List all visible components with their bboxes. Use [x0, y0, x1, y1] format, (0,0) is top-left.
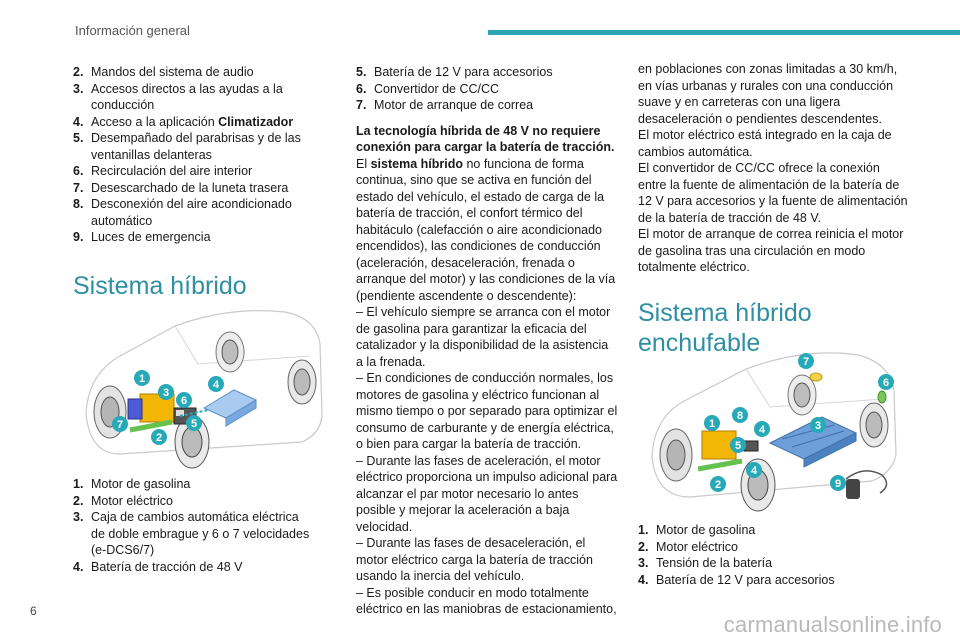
- svg-text:5: 5: [190, 418, 198, 430]
- controls-list: [73, 64, 313, 246]
- column-2: [356, 64, 618, 618]
- svg-text:7: 7: [802, 356, 810, 368]
- list-item: 4. Acceso a la aplicación Climatizador: [73, 114, 294, 129]
- list-item: 9. Luces de emergencia: [73, 230, 211, 244]
- hybrid-components-list: [73, 476, 313, 575]
- list-item: 5. Desempañado del parabrisas y de las ventanillas delanteras: [73, 131, 301, 162]
- svg-text:4: 4: [758, 424, 766, 436]
- svg-text:7: 7: [116, 419, 124, 431]
- plugin-components-list: [638, 522, 910, 588]
- list-item: 4. Batería de tracción de 48 V: [73, 559, 243, 574]
- paragraph: El motor eléctrico está integrado en la caja de cambios automática.: [638, 128, 892, 159]
- svg-text:1: 1: [138, 373, 146, 385]
- paragraph: en poblaciones con zonas limitadas a 30 km/h, en vías urbanas y rurales con una conducción suave y en carreteras con una ligera desaceleración o pendientes descendentes.: [638, 62, 898, 126]
- svg-text:3: 3: [814, 420, 822, 432]
- hybrid-system-diagram: [80, 304, 328, 472]
- dash-item: – Es posible conducir en modo totalmente eléctrico en las maniobras de estacionamiento,: [356, 585, 617, 616]
- svg-text:9: 9: [834, 478, 842, 490]
- svg-text:1: 1: [708, 418, 716, 430]
- list-item: 3. Accesos directos a las ayudas a la conducción: [73, 81, 283, 112]
- header-accent-rule: [488, 30, 960, 35]
- paragraph: El motor de arranque de correa reinicia el motor de gasolina tras una circulación en modo totalmente eléctrico.: [638, 227, 904, 274]
- column-3-bottom: [638, 522, 910, 588]
- svg-text:3: 3: [162, 387, 170, 399]
- paragraph: El convertidor de CC/CC ofrece la conexión entre la fuente de alimentación de la batería de 12 V para accesorios y la fuente de alimentación de la batería de tracción de 48 V.: [638, 161, 908, 225]
- list-item: 3. Caja de cambios automática eléctrica de doble embrague y 6 o 7 velocidades (e-DCS6/7): [73, 510, 310, 557]
- list-item: 7. Desescarchado de la luneta trasera: [73, 180, 289, 195]
- dash-item: – En condiciones de conducción normales, los motores de gasolina y eléctrico funcionan al mismo tiempo o por separado para optimizar el consumo de carburante y de energía eléctrica, o bien para cargar la batería de tracción.: [356, 371, 618, 451]
- dash-item: – Durante las fases de aceleración, el motor eléctrico proporciona un impulso adicional para alcanzar el par motor necesario lo antes posible y mejorar la aceleración a baja velocidad.: [356, 453, 618, 534]
- list-item: 1. Motor de gasolina: [638, 523, 756, 537]
- hybrid-components-list-cont: [356, 64, 618, 114]
- svg-text:4: 4: [212, 379, 220, 391]
- svg-text:6: 6: [180, 395, 188, 407]
- page-number: 6: [30, 604, 37, 618]
- svg-text:8: 8: [736, 410, 744, 422]
- svg-text:6: 6: [882, 377, 890, 389]
- list-item: 4. Batería de 12 V para accesorios: [638, 572, 835, 587]
- list-item: 5. Batería de 12 V para accesorios: [356, 65, 553, 79]
- lead-paragraph: La tecnología híbrida de 48 V no requiere conexión para cargar la batería de tracción.: [356, 123, 615, 154]
- column-1-bottom: [73, 476, 313, 575]
- list-item: 3. Tensión de la batería: [638, 556, 773, 570]
- dash-item: – El vehículo siempre se arranca con el motor de gasolina para garantizar la eficacia del catalizador y la disponibilidad de la asistencia a la frenada.: [356, 305, 611, 369]
- svg-text:2: 2: [155, 432, 163, 444]
- list-item: 2. Motor eléctrico: [73, 493, 173, 508]
- section-title-hybrid: Sistema híbrido: [73, 271, 247, 300]
- list-item: 1. Motor de gasolina: [73, 477, 191, 491]
- running-header-title: Información general: [75, 23, 190, 38]
- svg-text:2: 2: [714, 479, 722, 491]
- dash-item: – Durante las fases de desaceleración, el motor eléctrico carga la batería de tracción usando la inercia del vehículo.: [356, 536, 593, 583]
- plugin-hybrid-system-diagram: [646, 345, 906, 515]
- paragraph: El sistema híbrido no funciona de forma continua, sino que se activa en función del estado del vehículo, el estado de carga de la batería de tracción, el confort térmico del habitáculo (calefacción o aire acondicionado encendidos), las condiciones de conducción (aceleración, desaceleración, frenada o arranque del motor) y las condiciones de la vía (pendiente ascendente o descendente):: [356, 156, 616, 303]
- list-item: 2. Motor eléctrico: [638, 539, 738, 554]
- column-1: [73, 64, 313, 301]
- column-3: [638, 61, 910, 358]
- svg-text:4: 4: [750, 465, 758, 477]
- section-title-plugin-hybrid: Sistema híbrido enchufable: [638, 298, 812, 357]
- list-item: 2. Mandos del sistema de audio: [73, 65, 254, 79]
- list-item: 8. Desconexión del aire acondicionado automático: [73, 197, 292, 228]
- svg-text:5: 5: [734, 440, 742, 452]
- watermark-logo: carmanualsonline.info: [723, 612, 942, 637]
- list-item: 6. Recirculación del aire interior: [73, 164, 253, 178]
- list-item: 6. Convertidor de CC/CC: [356, 81, 500, 96]
- list-item: 7. Motor de arranque de correa: [356, 98, 534, 112]
